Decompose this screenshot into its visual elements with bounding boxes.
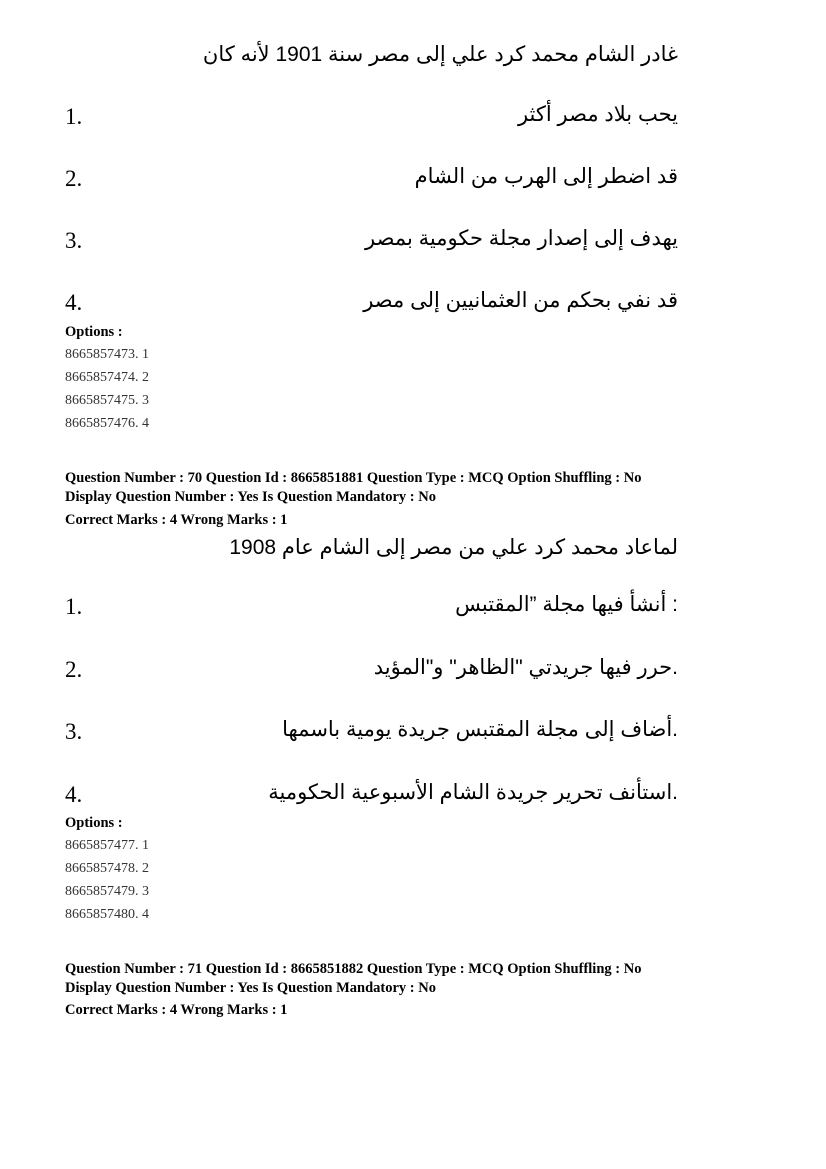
- option-text: قد نفي بحكم من العثمانيين إلى مصر: [363, 289, 678, 312]
- question-meta: Question Number : 71 Question Id : 8665851882 Question Type : MCQ Option Shuffling : No: [65, 961, 642, 977]
- options-label: Options :: [65, 324, 123, 340]
- option-number: 4.: [65, 782, 83, 807]
- option-number: 1.: [65, 594, 83, 619]
- option-text: : أنشأ فيها مجلة ”المقتبس: [455, 593, 678, 616]
- option-number: 4.: [65, 290, 83, 315]
- option-id: 8665857479. 3: [65, 884, 149, 899]
- option-text: قد اضطر إلى الهرب من الشام: [414, 165, 678, 188]
- option-number: 3.: [65, 719, 83, 744]
- option-id: 8665857475. 3: [65, 393, 149, 408]
- option-number: 1.: [65, 104, 83, 129]
- question-70-text: لماعاد محمد كرد علي من مصر إلى الشام عام 1908: [229, 536, 678, 559]
- question-meta: Question Number : 70 Question Id : 8665851881 Question Type : MCQ Option Shuffling : No: [65, 470, 642, 486]
- option-id: 8665857480. 4: [65, 907, 149, 922]
- option-text: .أضاف إلى مجلة المقتبس جريدة يومية باسمها: [282, 718, 678, 741]
- option-id: 8665857476. 4: [65, 416, 149, 431]
- option-text: يحب بلاد مصر أكثر: [517, 103, 678, 126]
- option-text: .استأنف تحرير جريدة الشام الأسبوعية الحكومية: [268, 781, 678, 804]
- option-number: 2.: [65, 657, 83, 682]
- question-meta: Display Question Number : Yes Is Question Mandatory : No: [65, 489, 436, 505]
- question-marks: Correct Marks : 4 Wrong Marks : 1: [65, 1002, 288, 1018]
- option-id: 8665857473. 1: [65, 347, 149, 362]
- question-meta: Display Question Number : Yes Is Question Mandatory : No: [65, 980, 436, 996]
- question-69-text: غادر الشام محمد كرد علي إلى مصر سنة 1901 لأنه كان: [202, 43, 678, 66]
- option-text: .حرر فيها جريدتي "الظاهر" و"المؤيد: [373, 656, 678, 679]
- question-marks: Correct Marks : 4 Wrong Marks : 1: [65, 512, 288, 528]
- option-id: 8665857474. 2: [65, 370, 149, 385]
- option-number: 2.: [65, 166, 83, 191]
- option-id: 8665857477. 1: [65, 838, 149, 853]
- option-id: 8665857478. 2: [65, 861, 149, 876]
- options-label: Options :: [65, 815, 123, 831]
- option-text: يهدف إلى إصدار مجلة حكومية بمصر: [365, 227, 678, 250]
- option-number: 3.: [65, 228, 83, 253]
